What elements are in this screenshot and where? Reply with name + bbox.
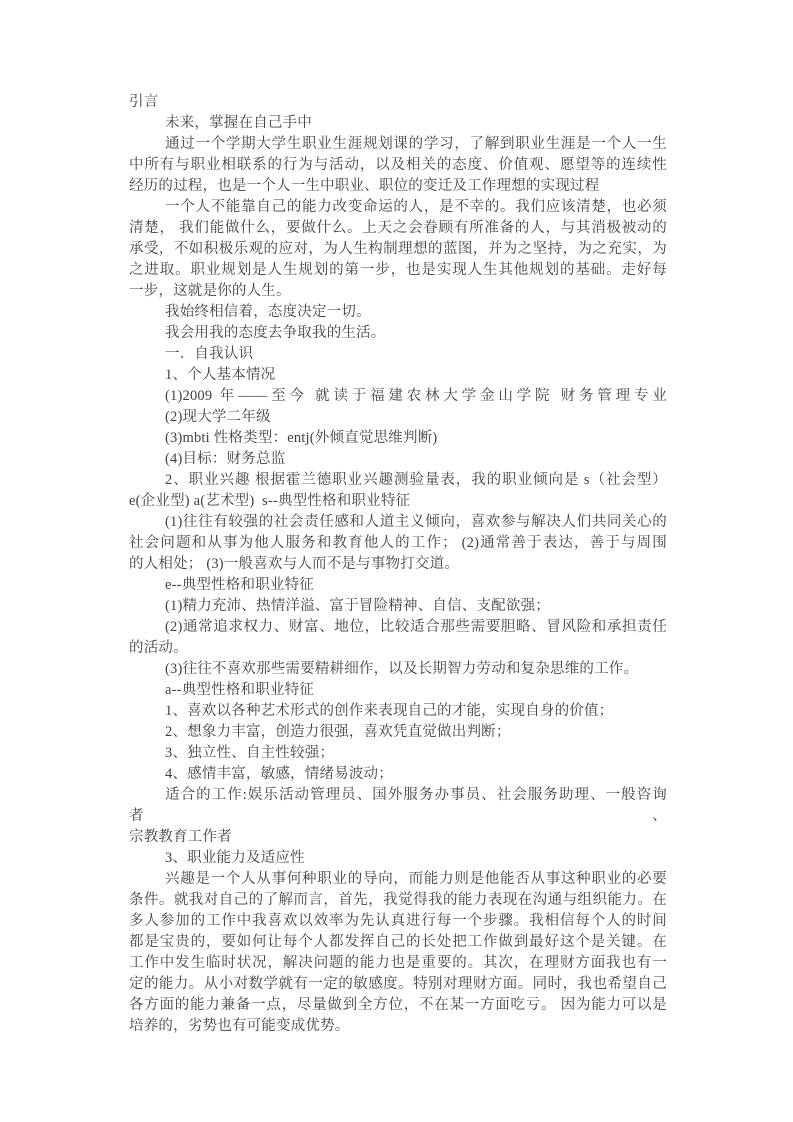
text-line: (1)精力充沛、热情洋溢、富于冒险精神、自信、支配欲强；: [165, 598, 551, 614]
text-line: (1)往往有较强的社会责任感和人道主义倾向，喜欢参与解决人们共同关心的: [165, 514, 667, 530]
text-line: 一步，这就是你的人生。: [129, 283, 291, 299]
text-line: a--典型性格和职业特征: [165, 682, 314, 698]
text-line: 3、独立性、自主性较强；: [165, 745, 335, 761]
text-line: 的人相处； (3)一般喜欢与人而不是与事物打交道。: [129, 556, 460, 572]
text-line: 都是宝贵的，要如何让每个人都发挥自己的长处把工作做到最好这个是关键。在: [129, 934, 667, 950]
text-line: 承受，不如积极乐观的应对，为人生构制理想的蓝图，并为之坚持，为之充实，为: [129, 241, 667, 257]
text-line: 我会用我的态度去争取我的生活。: [165, 325, 386, 341]
text-line: 一．自我认识: [165, 346, 254, 362]
text-line: 未来，掌握在自己手中: [165, 115, 312, 131]
text-line: 各方面的能力兼备一点，尽量做到全方位，不在某一方面吃亏。 因为能力可以是: [129, 997, 667, 1013]
text-line: 3、职业能力及适应性: [165, 850, 305, 866]
text-line: 经历的过程，也是一个人一生中职业、职位的变迁及工作理想的实现过程: [129, 178, 600, 194]
text-line: 社会问题和从事为他人服务和教育他人的工作； (2)通常善于表达，善于与周围: [129, 535, 667, 551]
text-line: 4、感情丰富，敏感，情绪易波动；: [165, 766, 393, 782]
text-line: 多人参加的工作中我喜欢以效率为先认真进行每一个步骤。我相信每个人的时间: [129, 913, 667, 929]
text-line: (2)现大学二年级: [165, 409, 271, 425]
text-line: 2、想象力丰富，创造力很强，喜欢凭直觉做出判断；: [165, 724, 511, 740]
text-line: (1)2009 年——至今 就读于福建农林大学金山学院 财务管理专业: [165, 388, 667, 404]
text-line: 2、职业兴趣 根据霍兰德职业兴趣测验量表，我的职业倾向是 s（社会型）: [165, 472, 667, 488]
text-line: (3)往往不喜欢那些需要精耕细作，以及长期智力劳动和复杂思维的工作。: [165, 661, 639, 677]
text-line: e(企业型) a(艺术型) s--典型性格和职业特征: [129, 493, 411, 509]
text-line: 1、喜欢以各种艺术形式的创作来表现自己的才能，实现自身的价值；: [165, 703, 614, 719]
text-line: (2)通常追求权力、财富、地位，比较适合那些需要胆略、冒风险和承担责任: [165, 619, 667, 635]
text-line: 宗教教育工作者: [129, 829, 232, 845]
document-body: [129, 92, 667, 1037]
text-line: (3)mbti 性格类型：entj(外倾直觉思维判断): [165, 430, 438, 446]
text-line: (4)目标：财务总监: [165, 451, 286, 467]
text-line: 1、个人基本情况: [165, 367, 276, 383]
text-line: 我始终相信着，态度决定一切。: [165, 304, 371, 320]
text-line: 定的能力。从小对数学就有一定的敏感度。特别对理财方面。同时，我也希望自己: [129, 976, 667, 992]
text-line: 通过一个学期大学生职业生涯规划课的学习，了解到职业生涯是一个人一生: [165, 136, 667, 152]
text-line: 工作中发生临时状况，解决问题的能力也是重要的。其次，在理财方面我也有一: [129, 955, 667, 971]
text-line: 引言: [129, 94, 159, 110]
text-line: 兴趣是一个人从事何种职业的导向，而能力则是他能否从事这种职业的必要: [165, 871, 667, 887]
text-line: e--典型性格和职业特征: [165, 577, 314, 593]
text-line: 条件。就我对自己的了解而言，首先，我觉得我的能力表现在沟通与组织能力。在: [129, 892, 667, 908]
text-line: 之进取。职业规划是人生规划的第一步，也是实现人生其他规划的基础。走好每: [129, 262, 667, 278]
text-line: 适合的工作:娱乐活动管理员、国外服务办事员、社会服务助理、一般咨询者、: [129, 787, 667, 824]
text-line: 一个人不能靠自己的能力改变命运的人，是不幸的。我们应该清楚，也必须: [165, 199, 667, 215]
text-line: 清楚， 我们能做什么，要做什么。上天之会眷顾有所准备的人，与其消极被动的: [129, 220, 667, 236]
text-line: 中所有与职业相联系的行为与活动，以及相关的态度、价值观、愿望等的连续性: [129, 157, 667, 173]
text-line: 的活动。: [129, 640, 188, 656]
text-line: 培养的，劣势也有可能变成优势。: [129, 1018, 350, 1034]
